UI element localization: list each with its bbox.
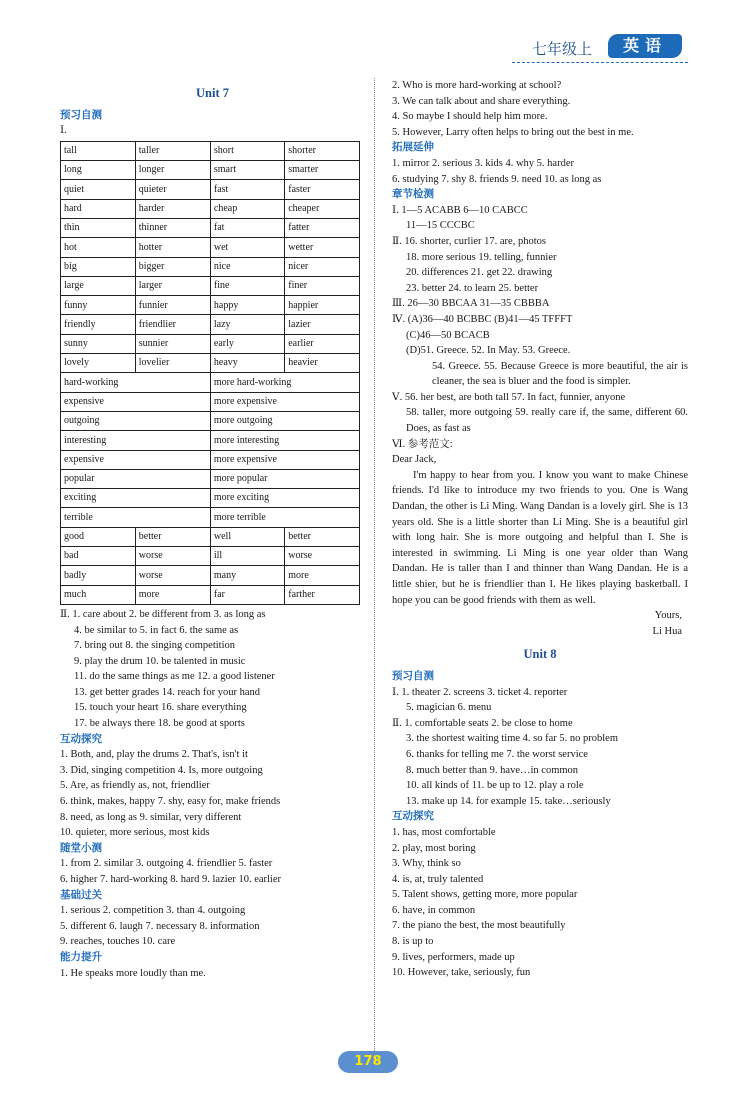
table-cell: good (61, 527, 136, 546)
table-row (61, 276, 360, 295)
answer-line: 13. make up 14. for example 15. take…seriously (406, 795, 611, 807)
answer-line: (D)51. Greece. 52. In May. 53. Greece. (406, 345, 571, 357)
table-cell: worse (285, 547, 360, 566)
table-row (61, 354, 360, 373)
answer-line: 1. has, most comfortable (392, 826, 496, 838)
table-cell: fatter (285, 218, 360, 237)
table-cell: badly (61, 566, 136, 585)
unit7-title: Unit 7 (196, 86, 229, 100)
table-cell: more (285, 566, 360, 585)
table-row (61, 238, 360, 257)
table-cell: large (61, 276, 136, 295)
answer-line: 6. studying 7. shy 8. friends 9. need 10. as long as (392, 173, 602, 185)
table-cell: finer (285, 276, 360, 295)
answer-line: Ⅰ. 1. theater 2. screens 3. ticket 4. reporter (392, 686, 568, 698)
table-cell: more expensive (210, 392, 359, 411)
answer-line: 6. higher 7. hard-working 8. hard 9. lazier 10. earlier (60, 874, 282, 885)
answer-line: 13. get better grades 14. reach for your hand (74, 686, 261, 698)
header-rule (512, 62, 688, 63)
section-heading: 随堂小测 (60, 841, 102, 854)
unit8-preview-list (392, 685, 688, 810)
interactive-list (60, 747, 365, 841)
answer-line: 9. lives, performers, made up (392, 951, 515, 963)
table-cell: faster (285, 180, 360, 199)
table-cell: exciting (61, 489, 211, 508)
answer-line: Ⅵ. 参考范文: (392, 438, 453, 450)
table-cell: lazy (210, 315, 284, 334)
table-cell: longer (135, 161, 210, 180)
table-row (61, 469, 360, 488)
table-row (61, 489, 360, 508)
column-divider (374, 78, 375, 1063)
answer-line: 4. be similar to 5. in fact 6. the same as (74, 624, 239, 636)
table-cell: thin (61, 218, 136, 237)
table-cell: nice (210, 257, 284, 276)
table-cell: bad (61, 547, 136, 566)
table-cell: expensive (61, 450, 211, 469)
table-cell: hard-working (61, 373, 211, 392)
answer-line: 58. taller, more outgoing 59. really care if, the same, different 60. Does, as fast as (406, 407, 688, 435)
table-cell: hotter (135, 238, 210, 257)
table-row (61, 199, 360, 218)
answer-line: 4. So maybe I should help him more. (392, 111, 548, 123)
page-header (0, 30, 750, 70)
letter-paragraph: I'm happy to hear from you. I know you want to make Chinese friends. I'd like to introduce my two friends to you. One is Wang Dandan, the other is Li Ming. Wang Dandan is a lovely girl. She is 13 years old. She is a little shorter than Li Ming. She is a beautiful girl with long hair. She is more outgoing and helpful than I. She is interested in swimming. Li Ming is one year older than Wang Dandan. He is taller than I and thinner than Wang Dandan. He is a little shier, but he is friendlier than I. He likes playing basketball. I hope you can be good friends with them as well. (392, 469, 688, 606)
section-heading: 能力提升 (60, 950, 102, 963)
part2-list (60, 607, 365, 732)
table-cell: nicer (285, 257, 360, 276)
table-cell: long (61, 161, 136, 180)
table-cell: lazier (285, 315, 360, 334)
table-cell: happier (285, 296, 360, 315)
part-label: Ⅰ. (60, 125, 67, 137)
answer-line: 10. all kinds of 11. be up to 12. play a role (406, 780, 584, 792)
table-cell: interesting (61, 431, 211, 450)
table-cell: well (210, 527, 284, 546)
section-heading: 基础过关 (60, 888, 102, 901)
left-column (60, 78, 365, 981)
answer-line: 3. We can talk about and share everything. (392, 95, 571, 107)
unit8-title: Unit 8 (523, 647, 557, 662)
answer-line: 23. better 24. to learn 25. better (406, 282, 539, 294)
table-cell: larger (135, 276, 210, 295)
section-heading: 预习自测 (60, 108, 102, 121)
table-row (61, 566, 360, 585)
table-cell: harder (135, 199, 210, 218)
answer-line: 9. play the drum 10. be talented in music (74, 655, 246, 667)
table-cell: hard (61, 199, 136, 218)
table-cell: far (210, 585, 284, 604)
table-cell: wetter (285, 238, 360, 257)
adjective-table (60, 141, 360, 605)
table-cell: taller (135, 141, 210, 160)
answer-line: 1. Both, and, play the drums 2. That's, isn't it (60, 749, 248, 761)
table-row (61, 585, 360, 604)
answer-line: 9. reaches, touches 10. care (60, 936, 176, 948)
table-cell: many (210, 566, 284, 585)
table-cell: more terrible (210, 508, 359, 527)
table-cell: sunnier (135, 334, 210, 353)
subject-badge: 英语 (608, 34, 682, 58)
answer-line: Ⅱ. 1. comfortable seats 2. be close to home (392, 717, 573, 729)
answer-line: 5. Are, as friendly as, not, friendlier (60, 780, 210, 792)
table-cell: early (210, 334, 284, 353)
answer-line: 1. serious 2. competition 3. than 4. outgoing (60, 905, 246, 917)
section-heading: 拓展延伸 (392, 141, 434, 154)
table-cell: more (135, 585, 210, 604)
table-row (61, 161, 360, 180)
answer-line: 3. Did, singing competition 4. Is, more outgoing (60, 764, 263, 776)
table-cell: fast (210, 180, 284, 199)
table-cell: popular (61, 469, 211, 488)
answer-line: 1. mirror 2. serious 3. kids 4. why 5. harder (392, 157, 574, 169)
answer-line: 8. much better than 9. have…in common (406, 764, 579, 776)
answer-line: 17. be always there 18. be good at sports (74, 718, 245, 730)
table-cell: lovelier (135, 354, 210, 373)
section-heading: 预习自测 (392, 669, 434, 682)
answer-line: 7. the piano the best, the most beautifully (392, 920, 566, 932)
table-cell: more interesting (210, 431, 359, 450)
answer-line: 6. have, in common (392, 904, 476, 916)
table-cell: farther (285, 585, 360, 604)
table-cell: more exciting (210, 489, 359, 508)
table-cell: bigger (135, 257, 210, 276)
letter-body (392, 468, 688, 608)
unit8-interactive-list (392, 825, 688, 981)
basic-list (60, 903, 365, 950)
table-cell: more popular (210, 469, 359, 488)
table-row (61, 527, 360, 546)
letter-salutation: Dear Jack, (392, 454, 437, 466)
table-cell: expensive (61, 392, 211, 411)
letter-signature: Li Hua (652, 625, 682, 637)
table-cell: outgoing (61, 411, 211, 430)
table-row (61, 431, 360, 450)
table-cell: cheap (210, 199, 284, 218)
answer-line: 4. is, at, truly talented (392, 873, 484, 885)
table-cell: smart (210, 161, 284, 180)
answer-line: 3. the shortest waiting time 4. so far 5. no problem (406, 733, 619, 745)
table-cell: funny (61, 296, 136, 315)
table-cell: quiet (61, 180, 136, 199)
table-cell: smarter (285, 161, 360, 180)
answer-line: (C)46—50 BCACB (406, 329, 490, 341)
table-row (61, 450, 360, 469)
answer-line: 2. play, most boring (392, 842, 476, 854)
table-cell: sunny (61, 334, 136, 353)
table-cell: terrible (61, 508, 211, 527)
table-row (61, 392, 360, 411)
table-cell: tall (61, 141, 136, 160)
answer-line: 8. need, as long as 9. similar, very different (60, 811, 242, 823)
answer-line: 54. Greece. 55. Because Greece is more beautiful, the air is cleaner, the sea is bluer and the food is simpler. (432, 360, 688, 388)
section-heading: 章节检测 (392, 188, 434, 201)
table-cell: big (61, 257, 136, 276)
table-cell: shorter (285, 141, 360, 160)
extend-list (392, 156, 688, 187)
answer-line: Ⅲ. 26—30 BBCAA 31—35 CBBBA (392, 298, 550, 310)
table-row (61, 218, 360, 237)
answer-line: 20. differences 21. get 22. drawing (406, 267, 553, 279)
table-row (61, 411, 360, 430)
table-cell: more outgoing (210, 411, 359, 430)
answer-line: 5. different 6. laugh 7. necessary 8. information (60, 920, 260, 932)
table-cell: more hard-working (210, 373, 359, 392)
grade-label: 七年级上 (532, 40, 593, 58)
table-cell: quieter (135, 180, 210, 199)
table-cell: heavier (285, 354, 360, 373)
table-cell: funnier (135, 296, 210, 315)
answer-line: Ⅱ. 16. shorter, curlier 17. are, photos (392, 235, 546, 247)
answer-line: Ⅴ. 56. her best, are both tall 57. In fact, funnier, anyone (392, 391, 626, 403)
answer-line: Ⅰ. 1—5 ACABB 6—10 CABCC (392, 204, 528, 216)
right-column (392, 78, 688, 981)
table-cell: happy (210, 296, 284, 315)
answer-line: 1. from 2. similar 3. outgoing 4. friendlier 5. faster (60, 858, 273, 870)
section-heading: 互动探究 (392, 810, 434, 823)
table-cell: lovely (61, 354, 136, 373)
table-row (61, 334, 360, 353)
table-cell: short (210, 141, 284, 160)
ability-continued (392, 78, 688, 140)
answer-line: 11—15 CCCBC (406, 220, 475, 232)
table-cell: cheaper (285, 199, 360, 218)
answer-line: 10. However, take, seriously, fun (392, 967, 531, 979)
table-cell: wet (210, 238, 284, 257)
table-row (61, 373, 360, 392)
answer-line: 11. do the same things as me 12. a good listener (74, 671, 275, 683)
table-row (61, 141, 360, 160)
table-cell: thinner (135, 218, 210, 237)
table-cell: more expensive (210, 450, 359, 469)
letter-closing: Yours, (654, 610, 682, 622)
table-cell: heavy (210, 354, 284, 373)
table-row (61, 296, 360, 315)
table-cell: friendly (61, 315, 136, 334)
table-cell: worse (135, 566, 210, 585)
answer-line: Ⅳ. (A)36—40 BCBBC (B)41—45 TFFFT (392, 313, 573, 325)
answer-line: 3. Why, think so (392, 858, 461, 870)
answer-line: 15. touch your heart 16. share everything (74, 702, 247, 714)
chapter-list (392, 203, 688, 453)
answer-line: 7. bring out 8. the singing competition (74, 640, 235, 652)
table-cell: friendlier (135, 315, 210, 334)
section-heading: 互动探究 (60, 732, 102, 745)
table-row (61, 257, 360, 276)
answer-line: 10. quieter, more serious, most kids (60, 827, 210, 839)
answer-line: 5. Talent shows, getting more, more popular (392, 889, 578, 901)
answer-line: 6. thanks for telling me 7. the worst service (406, 748, 588, 760)
answer-line: 5. magician 6. menu (406, 702, 492, 714)
table-cell: worse (135, 547, 210, 566)
table-cell: much (61, 585, 136, 604)
table-cell: earlier (285, 334, 360, 353)
ability-list (60, 966, 365, 982)
table-cell: hot (61, 238, 136, 257)
table-row (61, 315, 360, 334)
answer-line: 8. is up to (392, 936, 434, 948)
table-cell: better (285, 527, 360, 546)
answer-line: Ⅱ. 1. care about 2. be different from 3. as long as (60, 608, 266, 620)
table-cell: fat (210, 218, 284, 237)
quiz-list (60, 856, 365, 887)
answer-line: 1. He speaks more loudly than me. (60, 967, 206, 979)
table-cell: ill (210, 547, 284, 566)
page-number: 178 (338, 1051, 398, 1073)
answer-line: 5. However, Larry often helps to bring out the best in me. (392, 126, 634, 138)
table-cell: better (135, 527, 210, 546)
answer-line: 18. more serious 19. telling, funnier (406, 251, 557, 263)
table-cell: fine (210, 276, 284, 295)
answer-line: 6. think, makes, happy 7. shy, easy for, make friends (60, 796, 281, 808)
table-row (61, 508, 360, 527)
table-row (61, 180, 360, 199)
table-row (61, 547, 360, 566)
answer-line: 2. Who is more hard-working at school? (392, 80, 562, 91)
